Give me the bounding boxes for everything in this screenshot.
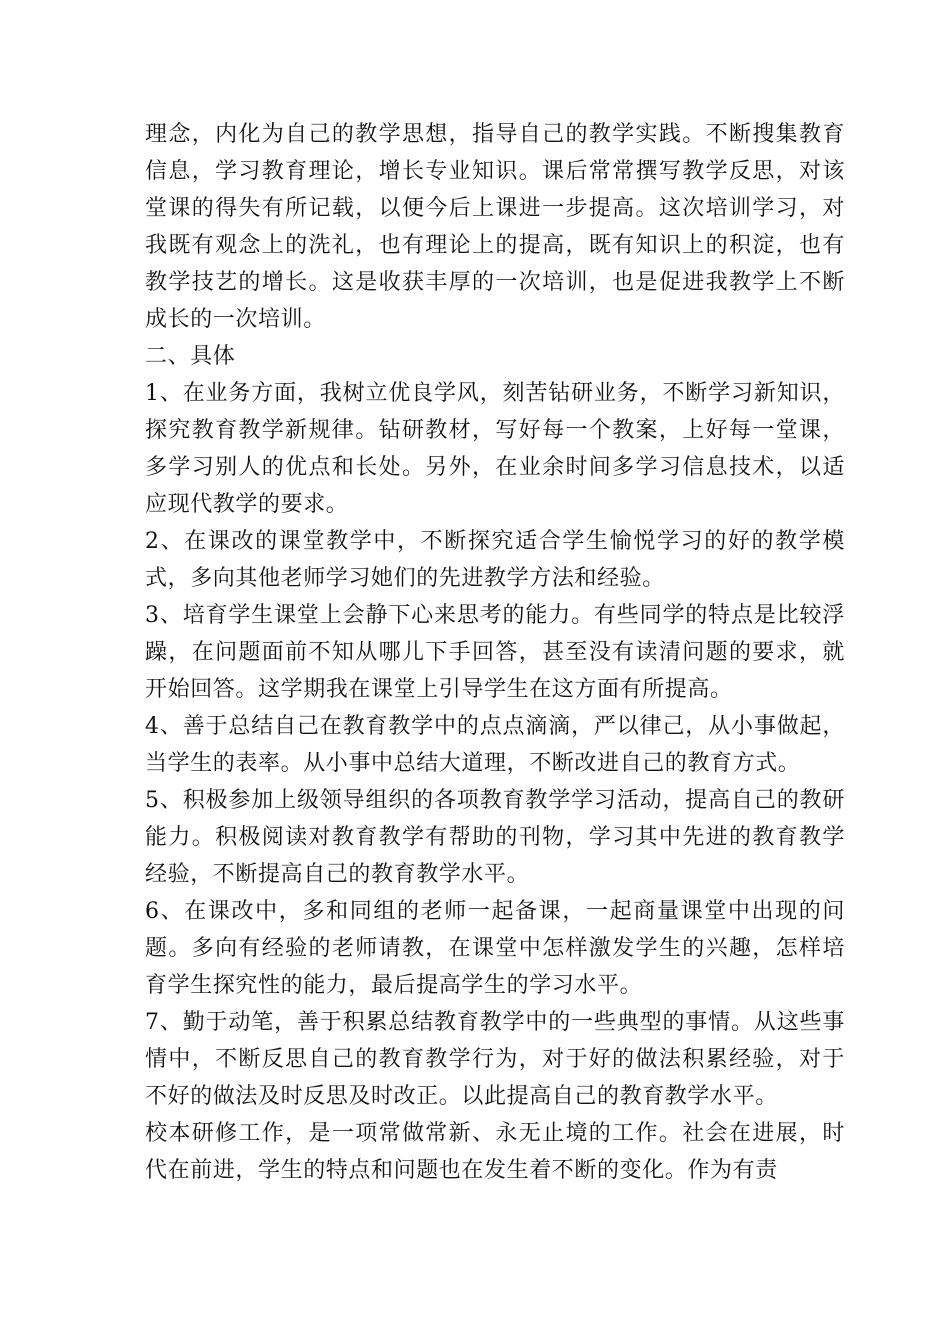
document-body xyxy=(145,116,845,1189)
section-heading-specifics: 二、具体 xyxy=(145,344,236,369)
list-item-4: 4、善于总结自己在教育教学中的点点滴滴，严以律己，从小事做起，当学生的表率。从小事中总结大道理，不断改进自己的教育方式。 xyxy=(145,714,845,776)
list-item-5: 5、积极参加上级领导组织的各项教育教学学习活动，提高自己的教研能力。积极阅读对教育教学有帮助的刊物，学习其中先进的教育教学经验，不断提高自己的教育教学水平。 xyxy=(145,788,845,887)
list-item-3: 3、培育学生课堂上会静下心来思考的能力。有些同学的特点是比较浮躁，在问题面前不知从哪儿下手回答，甚至没有读清问题的要求，就开始回答。这学期我在课堂上引导学生在这方面有所提高。 xyxy=(145,603,845,702)
list-item-7: 7、勤于动笔，善于积累总结教育教学中的一些典型的事情。从这些事情中，不断反思自己的教育教学行为，对于好的做法积累经验，对于不好的做法及时反思及时改正。以此提高自己的教育教学水平。 xyxy=(145,1010,845,1109)
list-item-6: 6、在课改中，多和同组的老师一起备课，一起商量课堂中出现的问题。多向有经验的老师请教，在课堂中怎样激发学生的兴趣，怎样培育学生探究性的能力，最后提高学生的学习水平。 xyxy=(145,899,845,998)
paragraph-intro-continuation: 理念，内化为自己的教学思想，指导自己的教学实践。不断搜集教育信息，学习教育理论，增长专业知识。课后常常撰写教学反思，对该堂课的得失有所记载，以便今后上课进一步提高。这次培训学习，对我既有观念上的洗礼，也有理论上的提高，既有知识上的积淀，也有教学技艺的增长。这是收获丰厚的一次培训，也是促进我教学上不断成长的一次培训。 xyxy=(145,122,845,332)
list-item-1: 1、在业务方面，我树立优良学风，刻苦钻研业务，不断学习新知识，探究教育教学新规律。钻研教材，写好每一个教案，上好每一堂课，多学习别人的优点和长处。另外，在业余时间多学习信息技术，以适应现代教学的要求。 xyxy=(145,381,845,517)
list-item-2: 2、在课改的课堂教学中，不断探究适合学生愉悦学习的好的教学模式，多向其他老师学习她们的先进教学方法和经验。 xyxy=(145,529,845,591)
paragraph-conclusion: 校本研修工作，是一项常做常新、永无止境的工作。社会在进展，时代在前进，学生的特点和问题也在发生着不断的变化。作为有责 xyxy=(145,1121,845,1183)
